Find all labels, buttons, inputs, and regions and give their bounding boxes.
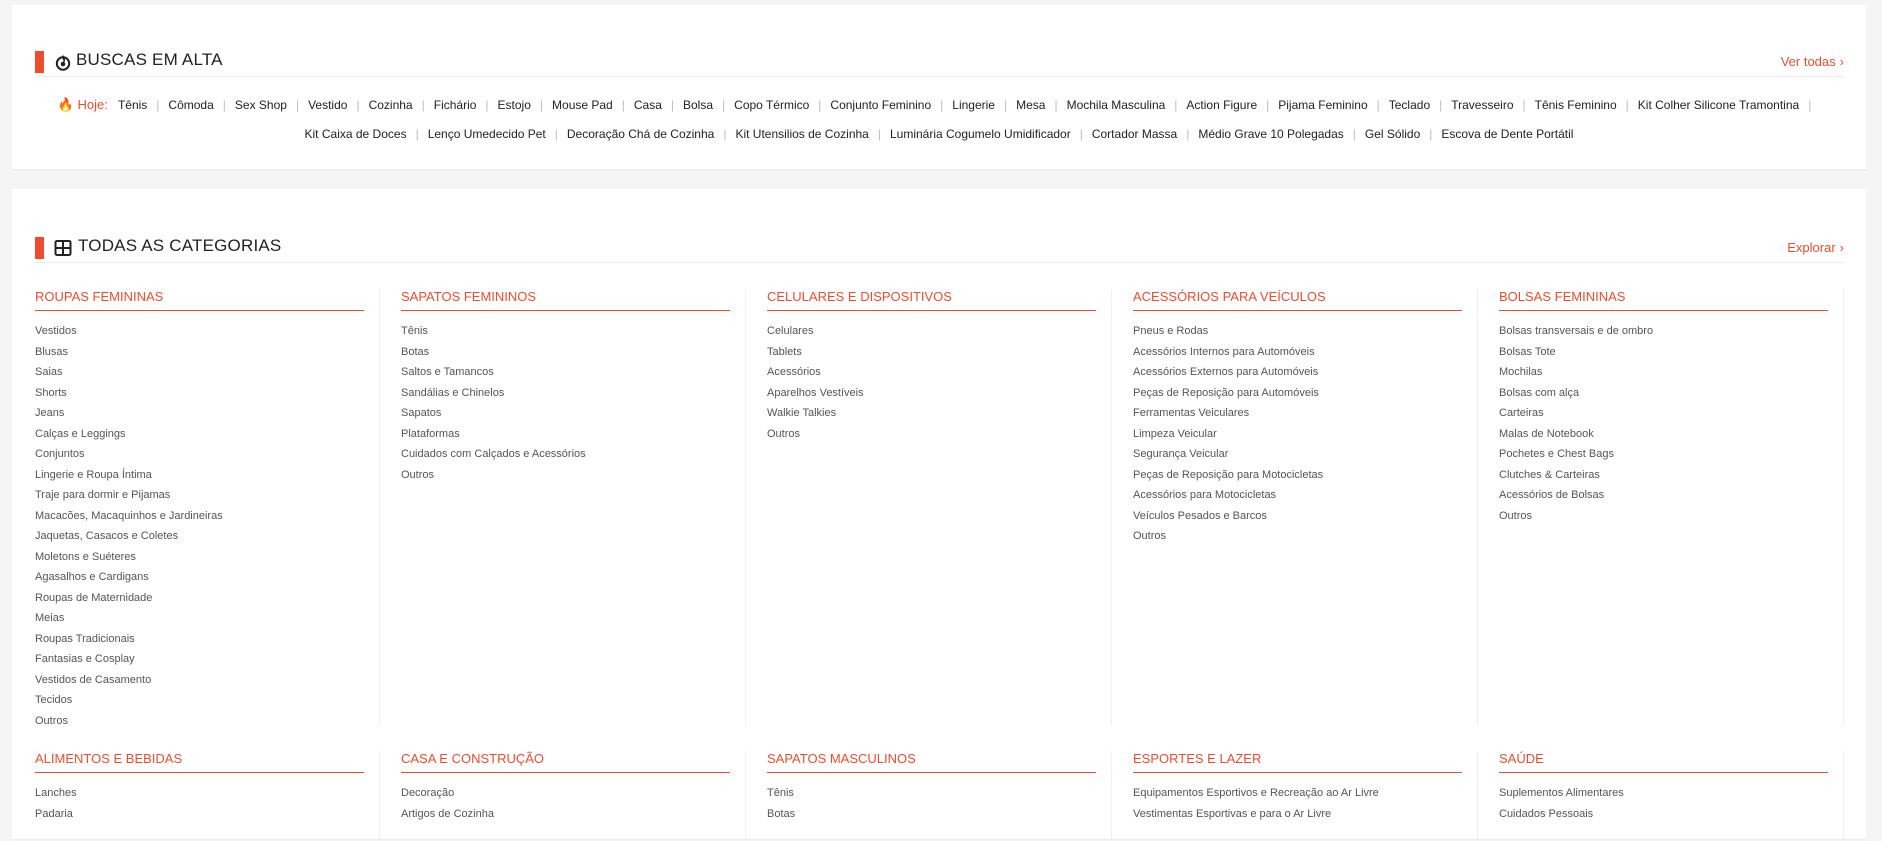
trending-search-link[interactable]: Estojo [497,98,531,112]
category-column [401,289,746,725]
subcategory-link[interactable]: Agasalhos e Cardigans [35,571,149,583]
subcategory-link[interactable]: Vestidos [35,325,77,337]
trending-search-link[interactable]: Vestido [308,98,348,112]
subcategory-link[interactable]: Lanches [35,787,77,799]
separator: | [1808,98,1812,112]
subcategory-link[interactable]: Acessórios Internos para Automóveis [1133,345,1315,358]
subcategory-link[interactable]: Outros [401,468,435,481]
separator: | [415,127,419,141]
subcategory-link[interactable]: Botas [767,807,796,820]
separator: | [723,127,727,141]
subcategory-link[interactable]: Outros [1133,530,1167,542]
trending-search-link[interactable]: Cortador Massa [1091,127,1178,141]
trending-search-link[interactable]: Escova de Dente Portátil [1441,127,1574,141]
separator: | [1439,98,1443,112]
category-title-link[interactable]: SAÚDE [1499,751,1828,773]
separator: | [1054,98,1058,112]
flame-icon [54,53,72,71]
separator: | [1266,98,1270,112]
subcategory-link[interactable]: Celulares [767,325,814,337]
subcategory-list [1133,783,1477,824]
separator: | [818,98,822,112]
separator: | [295,98,300,112]
chevron-right-icon: › [1839,240,1844,255]
subcategory-link[interactable]: Bolsas transversais e de ombro [1499,325,1654,337]
subcategory-link[interactable]: Limpeza Veicular [1133,427,1217,440]
trending-row-2 [12,126,1866,142]
trending-search-link[interactable]: Fichário [433,98,477,112]
subcategory-link[interactable]: Outros [35,714,69,727]
subcategory-link[interactable]: Malas de Notebook [1499,427,1594,440]
category-column [767,289,1112,725]
trending-searches-section [12,5,1866,169]
subcategory-link[interactable]: Botas [401,345,430,358]
subcategory-link[interactable]: Artigos de Cozinha [401,807,494,820]
separator: | [485,98,489,112]
subcategory-link[interactable]: Cuidados com Calçados e Acessórios [401,448,586,460]
trending-search-link[interactable]: Kit Caixa de Doces [304,127,407,141]
category-column [1499,289,1844,725]
subcategory-link[interactable]: Vestimentas Esportivas e para o Ar Livre [1133,807,1332,820]
separator: | [940,98,944,112]
trending-search-link[interactable]: Mochila Masculina [1066,98,1166,112]
subcategory-link[interactable]: Pneus e Rodas [1133,325,1209,337]
subcategory-link[interactable]: Cuidados Pessoais [1499,807,1594,820]
subcategory-list [1499,783,1843,824]
subcategory-link[interactable]: Sandálias e Chinelos [401,386,505,399]
category-title-link[interactable]: SAPATOS MASCULINOS [767,751,1096,773]
subcategory-link[interactable]: Outros [767,427,801,440]
subcategory-list [35,783,379,824]
accent-bar [35,237,44,259]
subcategory-link[interactable]: Traje para dormir e Pijamas [35,489,171,501]
trending-search-link[interactable]: Cozinha [368,98,413,112]
trending-search-link[interactable]: Sex Shop [234,98,287,112]
subcategory-link[interactable]: Walkie Talkies [767,407,837,419]
subcategory-link[interactable]: Vestidos de Casamento [35,673,152,686]
trending-search-link[interactable]: Mesa [1016,98,1046,112]
category-column [1499,751,1844,841]
subcategory-list [401,321,745,485]
separator: | [554,127,558,141]
category-title-link[interactable]: ALIMENTOS E BEBIDAS [35,751,364,773]
trending-search-link[interactable]: Cômoda [168,98,214,112]
subcategory-link[interactable]: Clutches & Carteiras [1499,468,1600,481]
subcategory-link[interactable]: Plataformas [401,427,460,440]
subcategory-list [401,783,745,824]
separator: | [356,98,360,112]
subcategory-link[interactable]: Equipamentos Esportivos e Recreação ao Ar Livre [1133,787,1379,799]
trending-search-link[interactable]: Kit Utensilios de Cozinha [735,127,869,141]
trending-search-link[interactable]: Action Figure [1186,98,1258,112]
subcategory-link[interactable]: Decoração [401,787,455,799]
subcategory-link[interactable]: Moletons e Suéteres [35,550,136,563]
subcategory-link[interactable]: Acessórios Externos para Automóveis [1133,366,1319,378]
trending-search-link[interactable]: Gel Sólido [1364,127,1421,141]
subcategory-link[interactable]: Lingerie e Roupa Íntima [35,468,152,481]
subcategory-link[interactable]: Peças de Reposição para Motocicletas [1133,468,1324,481]
trending-search-link[interactable]: Bolsa [683,98,714,112]
separator: | [539,98,544,112]
trending-search-link[interactable]: Pijama Feminino [1278,98,1368,112]
subcategory-link[interactable]: Ferramentas Veiculares [1133,407,1250,419]
subcategory-link[interactable]: Conjuntos [35,448,85,460]
separator: | [1429,127,1433,141]
subcategory-link[interactable]: Sapatos [401,407,442,419]
trending-search-link[interactable]: Tênis Feminino [1534,98,1617,112]
trending-search-link[interactable]: Tênis [117,98,148,112]
subcategory-link[interactable]: Calças e Leggings [35,427,126,440]
subcategory-link[interactable]: Macacões, Macaquinhos e Jardineiras [35,509,223,522]
category-column [401,751,746,841]
separator: | [222,98,226,112]
subcategory-link[interactable]: Aparelhos Vestíveis [767,386,864,399]
category-column [1133,751,1478,841]
subcategory-link[interactable]: Veículos Pesados e Barcos [1133,509,1267,522]
category-column [1133,289,1478,725]
subcategory-link[interactable]: Bolsas com alça [1499,386,1580,399]
categories-header [35,233,1844,263]
grid-icon [54,239,72,257]
category-column [35,751,380,841]
trending-search-link[interactable]: Mouse Pad [552,98,613,112]
separator: | [621,98,625,112]
separator: | [1186,127,1190,141]
section-title: BUSCAS EM ALTA [76,50,223,69]
subcategory-list [1133,321,1477,547]
subcategory-link[interactable]: Pochetes e Chest Bags [1499,448,1614,460]
today-label: 🔥 Hoje: [57,97,108,112]
all-categories-section [12,189,1866,839]
separator: | [1003,98,1008,112]
subcategory-link[interactable]: Roupas de Maternidade [35,591,153,604]
subcategory-link[interactable]: Tablets [767,345,802,358]
trending-search-link[interactable]: Decoração Chá de Cozinha [566,127,715,141]
trending-search-link[interactable]: Médio Grave 10 Polegadas [1198,127,1344,141]
separator: | [670,98,674,112]
category-title-link[interactable]: CASA E CONSTRUÇÃO [401,751,730,773]
view-all-link[interactable] [1781,54,1844,69]
category-title-link[interactable]: ROUPAS FEMININAS [35,289,364,311]
separator: | [1352,127,1356,141]
separator: | [1376,98,1380,112]
category-title-link[interactable]: SAPATOS FEMININOS [401,289,730,311]
subcategory-link[interactable]: Tênis [401,325,428,337]
subcategory-link[interactable]: Roupas Tradicionais [35,632,135,645]
subcategory-link[interactable]: Segurança Veicular [1133,448,1229,460]
subcategory-list [767,783,1111,824]
separator: | [1625,98,1629,112]
subcategory-link[interactable]: Saltos e Tamancos [401,366,494,378]
subcategory-link[interactable]: Outros [1499,509,1533,522]
trending-search-link[interactable]: Travesseiro [1451,98,1514,112]
subcategory-link[interactable]: Shorts [35,386,67,399]
separator: | [1522,98,1526,112]
subcategory-link[interactable]: Tênis [767,787,794,799]
subcategory-list [35,321,379,731]
accent-bar [35,51,44,73]
category-title-link[interactable]: BOLSAS FEMININAS [1499,289,1828,311]
separator: | [156,98,160,112]
explore-label: Explorar [1787,240,1836,255]
subcategory-link[interactable]: Fantasias e Cosplay [35,653,135,665]
subcategory-link[interactable]: Acessórios de Bolsas [1499,489,1605,501]
trending-search-link[interactable]: Copo Térmico [734,98,810,112]
chevron-right-icon: › [1839,54,1844,69]
subcategory-link[interactable]: Suplementos Alimentares [1499,787,1624,799]
subcategory-link[interactable]: Carteiras [1499,407,1544,419]
separator: | [1174,98,1178,112]
explore-link[interactable] [1787,240,1844,255]
view-all-label: Ver todas [1780,54,1836,69]
subcategory-link[interactable]: Acessórios [767,366,821,378]
trending-header [35,47,1844,77]
subcategory-link[interactable]: Tecidos [35,694,73,706]
category-column [35,289,380,725]
trending-search-link[interactable]: Lingerie [952,98,995,112]
trending-search-link[interactable]: Luminária Cogumelo Umidificador [889,127,1071,141]
trending-search-link[interactable]: Casa [633,98,662,112]
subcategory-link[interactable]: Jaquetas, Casacos e Coletes [35,530,179,542]
trending-search-link[interactable]: Conjunto Feminino [830,98,932,112]
category-title-link[interactable]: ESPORTES E LAZER [1133,751,1462,773]
category-column [767,751,1112,841]
category-title-link[interactable]: ACESSÓRIOS PARA VEÍCULOS [1133,289,1462,311]
trending-row-1 [12,97,1866,113]
subcategory-link[interactable]: Mochilas [1499,366,1543,378]
trending-search-link[interactable]: Teclado [1388,98,1431,112]
subcategory-link[interactable]: Saias [35,366,63,378]
subcategory-link[interactable]: Peças de Reposição para Automóveis [1133,386,1319,399]
section-title: TODAS AS CATEGORIAS [78,236,282,255]
separator: | [877,127,881,141]
separator: | [1079,127,1083,141]
subcategory-link[interactable]: Jeans [35,407,65,419]
trending-search-link[interactable]: Kit Colher Silicone Tramontina [1637,98,1800,112]
subcategory-link[interactable]: Meias [35,612,65,624]
trending-search-link[interactable]: Lenço Umedecido Pet [427,127,546,141]
category-title-link[interactable]: CELULARES E DISPOSITIVOS [767,289,1096,311]
subcategory-link[interactable]: Padaria [35,807,73,820]
subcategory-list [767,321,1111,444]
subcategory-link[interactable]: Acessórios para Motocicletas [1133,489,1277,501]
separator: | [722,98,726,112]
subcategory-list [1499,321,1843,526]
subcategory-link[interactable]: Bolsas Tote [1499,345,1556,358]
subcategory-link[interactable]: Blusas [35,345,69,358]
separator: | [421,98,425,112]
